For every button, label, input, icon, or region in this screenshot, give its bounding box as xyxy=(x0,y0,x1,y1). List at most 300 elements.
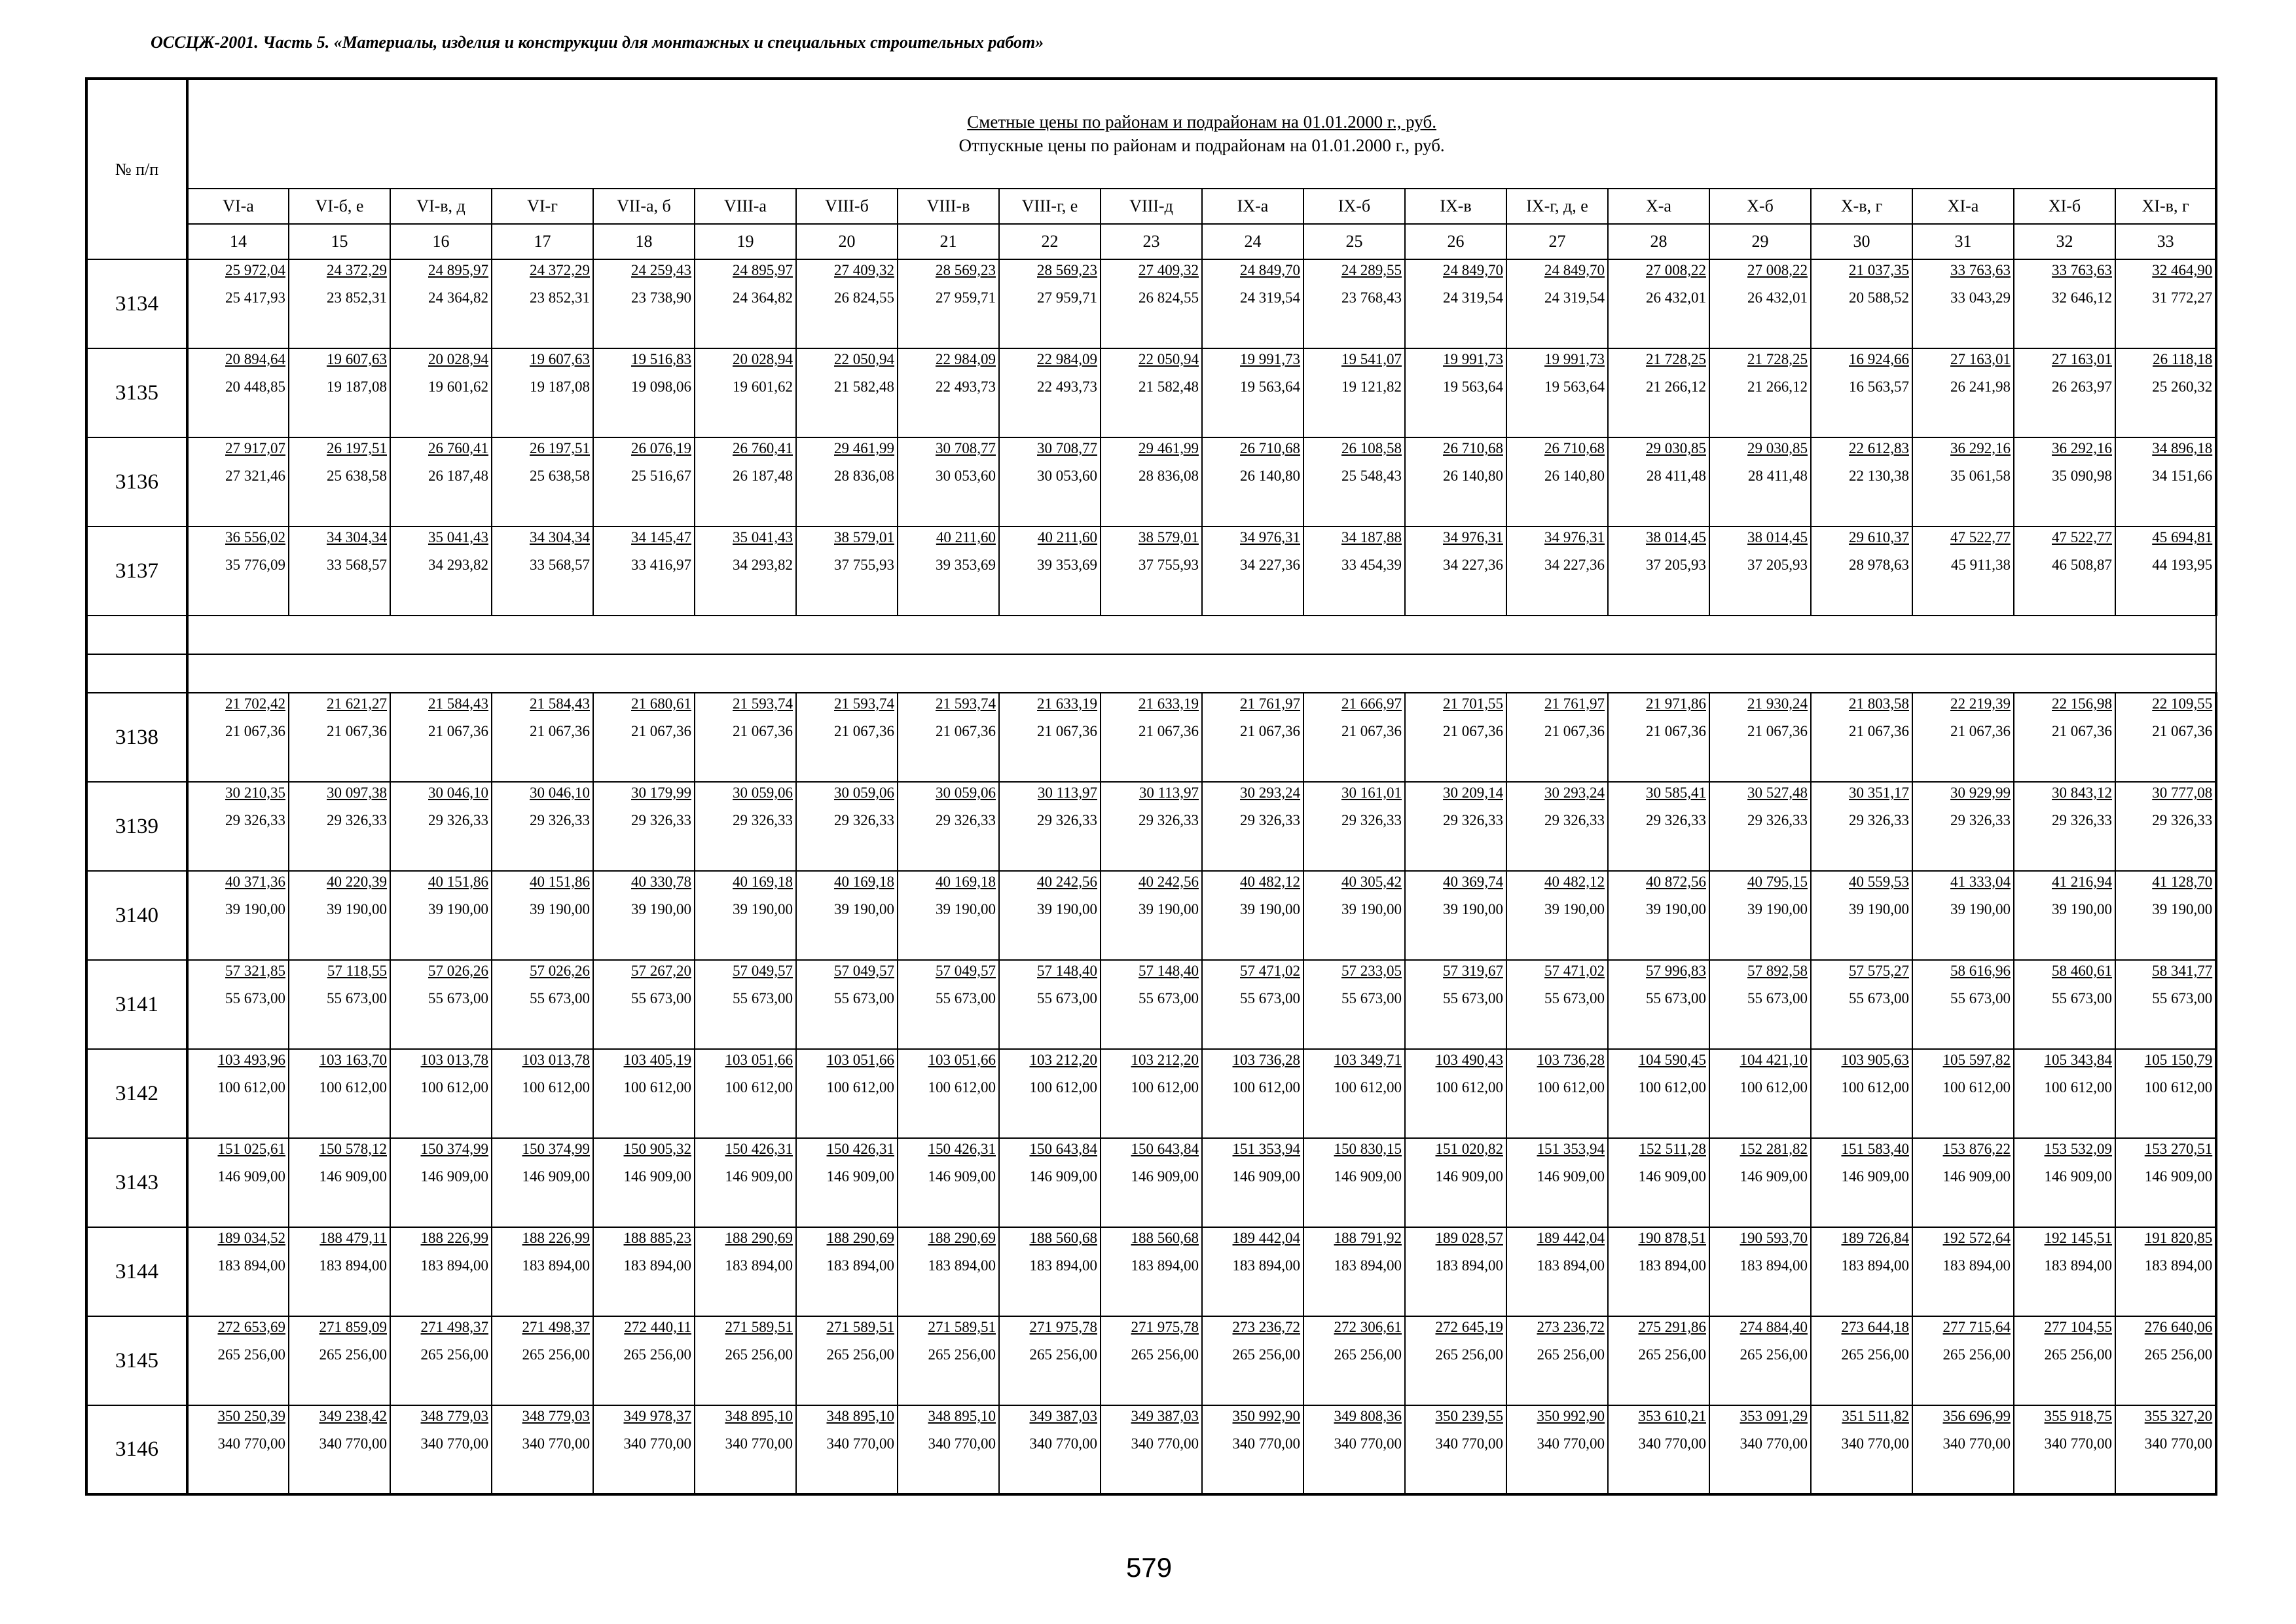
estimated-price: 21 728,25 xyxy=(1747,351,1808,367)
price-cell xyxy=(2115,259,2216,348)
estimated-price: 21 633,19 xyxy=(1037,695,1097,712)
release-price: 183 894,00 xyxy=(319,1257,387,1274)
price-cell xyxy=(2014,1227,2115,1316)
estimated-price: 57 049,57 xyxy=(733,963,793,979)
price-cell xyxy=(1303,259,1405,348)
release-price: 25 638,58 xyxy=(530,468,590,484)
estimated-price: 32 464,90 xyxy=(2152,262,2213,278)
document-header: ОССЦЖ-2001. Часть 5. «Материалы, изделия и конструкции для монтажных и специальных строительных работ» xyxy=(151,33,1044,52)
estimated-price: 26 076,19 xyxy=(631,440,691,456)
price-cell xyxy=(1811,1316,1912,1405)
estimated-price: 40 872,56 xyxy=(1646,874,1706,890)
price-cell xyxy=(1506,1316,1608,1405)
empty-cell xyxy=(86,654,187,693)
release-price: 55 673,00 xyxy=(834,990,894,1006)
price-cell xyxy=(492,1049,593,1138)
release-price: 39 190,00 xyxy=(834,901,894,917)
release-price: 146 909,00 xyxy=(1740,1168,1808,1185)
release-price: 23 738,90 xyxy=(631,289,691,306)
release-price: 340 770,00 xyxy=(623,1435,691,1452)
price-cell xyxy=(1101,693,1202,782)
row-number: 3144 xyxy=(86,1227,187,1316)
estimated-price: 58 341,77 xyxy=(2152,963,2213,979)
estimated-price: 40 169,18 xyxy=(936,874,996,890)
estimated-price: 30 293,24 xyxy=(1544,784,1605,801)
release-price: 34 151,66 xyxy=(2152,468,2213,484)
estimated-price: 21 680,61 xyxy=(631,695,691,712)
estimated-price: 57 892,58 xyxy=(1747,963,1808,979)
price-cell xyxy=(1405,1049,1506,1138)
estimated-price: 21 584,43 xyxy=(428,695,488,712)
estimated-price: 272 440,11 xyxy=(624,1319,691,1335)
estimated-price: 350 992,90 xyxy=(1232,1408,1300,1424)
release-price: 55 673,00 xyxy=(1443,990,1503,1006)
release-price: 100 612,00 xyxy=(2044,1079,2112,1096)
column-number: 14 xyxy=(187,224,289,259)
release-price: 183 894,00 xyxy=(1841,1257,1909,1274)
release-price: 340 770,00 xyxy=(1334,1435,1402,1452)
column-header: VIII-а xyxy=(695,189,796,224)
estimated-price: 153 270,51 xyxy=(2144,1141,2213,1157)
estimated-price: 349 387,03 xyxy=(1029,1408,1097,1424)
estimated-price: 21 930,24 xyxy=(1747,695,1808,712)
estimated-price: 152 281,82 xyxy=(1740,1141,1808,1157)
price-cell xyxy=(999,960,1101,1049)
column-header: IX-г, д, е xyxy=(1506,189,1608,224)
release-price: 21 266,12 xyxy=(1646,378,1706,395)
release-price: 29 326,33 xyxy=(1646,812,1706,828)
price-cell xyxy=(390,782,492,871)
estimated-price: 20 028,94 xyxy=(428,351,488,367)
estimated-price: 19 541,07 xyxy=(1341,351,1402,367)
price-cell xyxy=(2115,437,2216,526)
price-cell xyxy=(390,693,492,782)
release-price: 29 326,33 xyxy=(1443,812,1503,828)
release-price: 44 193,95 xyxy=(2152,557,2213,573)
release-price: 183 894,00 xyxy=(1131,1257,1199,1274)
release-price: 340 770,00 xyxy=(1232,1435,1300,1452)
estimated-price: 36 292,16 xyxy=(1950,440,2011,456)
estimated-price: 30 777,08 xyxy=(2152,784,2213,801)
estimated-price: 21 633,19 xyxy=(1139,695,1199,712)
price-cell xyxy=(593,782,695,871)
release-price: 29 326,33 xyxy=(327,812,387,828)
release-price: 19 187,08 xyxy=(530,378,590,395)
estimated-price: 57 233,05 xyxy=(1341,963,1402,979)
estimated-price: 28 569,23 xyxy=(1037,262,1097,278)
estimated-price: 19 516,83 xyxy=(631,351,691,367)
release-price: 39 190,00 xyxy=(327,901,387,917)
release-price: 183 894,00 xyxy=(1537,1257,1605,1274)
price-cell xyxy=(1811,871,1912,960)
price-cell xyxy=(593,348,695,437)
estimated-price: 150 578,12 xyxy=(319,1141,387,1157)
estimated-price: 16 924,66 xyxy=(1849,351,1909,367)
price-cell xyxy=(289,693,390,782)
estimated-price: 277 104,55 xyxy=(2044,1319,2112,1335)
release-price: 39 190,00 xyxy=(631,901,691,917)
estimated-price: 27 917,07 xyxy=(225,440,285,456)
release-price: 26 432,01 xyxy=(1747,289,1808,306)
release-price: 100 612,00 xyxy=(826,1079,894,1096)
price-cell xyxy=(187,1316,289,1405)
estimated-price: 30 585,41 xyxy=(1646,784,1706,801)
estimated-price: 272 653,69 xyxy=(217,1319,285,1335)
price-cell xyxy=(187,871,289,960)
price-cell xyxy=(898,348,999,437)
estimated-price: 34 896,18 xyxy=(2152,440,2213,456)
column-number: 28 xyxy=(1608,224,1709,259)
price-cell xyxy=(796,1316,898,1405)
estimated-price: 271 589,51 xyxy=(725,1319,793,1335)
estimated-price: 57 471,02 xyxy=(1544,963,1605,979)
price-cell xyxy=(1506,782,1608,871)
price-cell xyxy=(2014,1138,2115,1227)
release-price: 26 824,55 xyxy=(834,289,894,306)
release-price: 55 673,00 xyxy=(2152,990,2213,1006)
estimated-price: 21 728,25 xyxy=(1646,351,1706,367)
release-price: 55 673,00 xyxy=(1849,990,1909,1006)
estimated-price: 21 702,42 xyxy=(225,695,285,712)
estimated-price: 30 046,10 xyxy=(428,784,488,801)
column-header: IX-в xyxy=(1405,189,1506,224)
estimated-price: 21 761,97 xyxy=(1544,695,1605,712)
price-cell xyxy=(1405,259,1506,348)
release-price: 29 326,33 xyxy=(1849,812,1909,828)
estimated-price: 150 830,15 xyxy=(1334,1141,1402,1157)
price-cell xyxy=(1608,1405,1709,1494)
estimated-price: 33 763,63 xyxy=(1950,262,2011,278)
column-number: 25 xyxy=(1303,224,1405,259)
price-cell xyxy=(1912,1405,2014,1494)
estimated-price: 24 849,70 xyxy=(1240,262,1300,278)
release-price: 29 326,33 xyxy=(2152,812,2213,828)
price-cell xyxy=(2014,437,2115,526)
estimated-price: 33 763,63 xyxy=(2052,262,2112,278)
estimated-price: 21 701,55 xyxy=(1443,695,1503,712)
price-cell xyxy=(796,693,898,782)
release-price: 146 909,00 xyxy=(1942,1168,2011,1185)
release-price: 39 190,00 xyxy=(1443,901,1503,917)
release-price: 146 909,00 xyxy=(420,1168,488,1185)
estimated-price: 24 849,70 xyxy=(1544,262,1605,278)
price-cell xyxy=(1912,960,2014,1049)
release-price: 340 770,00 xyxy=(217,1435,285,1452)
estimated-price: 151 583,40 xyxy=(1841,1141,1909,1157)
column-number: 18 xyxy=(593,224,695,259)
estimated-price: 105 150,79 xyxy=(2144,1052,2213,1068)
estimated-price: 25 972,04 xyxy=(225,262,285,278)
estimated-price: 150 905,32 xyxy=(623,1141,691,1157)
estimated-price: 30 708,77 xyxy=(1037,440,1097,456)
price-cell xyxy=(796,871,898,960)
estimated-price: 36 556,02 xyxy=(225,529,285,545)
estimated-price: 22 050,94 xyxy=(1139,351,1199,367)
release-price: 21 067,36 xyxy=(2152,723,2213,739)
estimated-price: 350 250,39 xyxy=(217,1408,285,1424)
price-cell xyxy=(289,1049,390,1138)
release-price: 146 909,00 xyxy=(928,1168,996,1185)
estimated-price: 24 289,55 xyxy=(1341,262,1402,278)
release-price: 183 894,00 xyxy=(725,1257,793,1274)
estimated-price: 57 049,57 xyxy=(936,963,996,979)
estimated-price: 273 644,18 xyxy=(1841,1319,1909,1335)
column-number: 16 xyxy=(390,224,492,259)
price-cell xyxy=(898,1405,999,1494)
price-cell xyxy=(2115,348,2216,437)
estimated-price: 104 421,10 xyxy=(1740,1052,1808,1068)
price-cell xyxy=(1202,1316,1303,1405)
release-price: 26 187,48 xyxy=(428,468,488,484)
column-number: 17 xyxy=(492,224,593,259)
estimated-price: 353 610,21 xyxy=(1638,1408,1706,1424)
price-cell xyxy=(1202,693,1303,782)
price-cell xyxy=(1811,259,1912,348)
price-cell xyxy=(289,960,390,1049)
price-cell xyxy=(187,1405,289,1494)
column-header: IX-а xyxy=(1202,189,1303,224)
release-price: 183 894,00 xyxy=(217,1257,285,1274)
price-cell xyxy=(898,1138,999,1227)
estimated-price: 150 426,31 xyxy=(928,1141,996,1157)
price-cell xyxy=(1608,348,1709,437)
price-cell xyxy=(1709,1405,1811,1494)
release-price: 146 909,00 xyxy=(1537,1168,1605,1185)
estimated-price: 19 991,73 xyxy=(1443,351,1503,367)
price-cell xyxy=(1912,437,2014,526)
column-number: 30 xyxy=(1811,224,1912,259)
row-number: 3142 xyxy=(86,1049,187,1138)
price-cell xyxy=(999,1138,1101,1227)
estimated-price: 103 163,70 xyxy=(319,1052,387,1068)
price-cell xyxy=(1101,1049,1202,1138)
release-price: 146 909,00 xyxy=(1232,1168,1300,1185)
estimated-price: 353 091,29 xyxy=(1740,1408,1808,1424)
estimated-price: 26 197,51 xyxy=(530,440,590,456)
release-price: 29 326,33 xyxy=(2052,812,2112,828)
price-cell xyxy=(390,348,492,437)
row-number: 3141 xyxy=(86,960,187,1049)
price-cell xyxy=(2115,693,2216,782)
estimated-price: 103 736,28 xyxy=(1232,1052,1300,1068)
estimated-price: 30 113,97 xyxy=(1037,784,1097,801)
estimated-price: 271 859,09 xyxy=(319,1319,387,1335)
price-cell xyxy=(593,1138,695,1227)
release-price: 183 894,00 xyxy=(522,1257,590,1274)
release-price: 24 319,54 xyxy=(1544,289,1605,306)
price-cell xyxy=(593,693,695,782)
column-numbers-row xyxy=(86,224,2216,259)
release-price: 55 673,00 xyxy=(1646,990,1706,1006)
price-cell xyxy=(2014,960,2115,1049)
price-cell xyxy=(1303,1405,1405,1494)
price-cell xyxy=(1608,437,1709,526)
price-cell xyxy=(390,1138,492,1227)
price-cell xyxy=(390,871,492,960)
release-price: 29 326,33 xyxy=(733,812,793,828)
estimated-price: 26 710,68 xyxy=(1240,440,1300,456)
price-cell xyxy=(1101,871,1202,960)
price-cell xyxy=(2014,871,2115,960)
release-price: 55 673,00 xyxy=(1341,990,1402,1006)
release-price: 45 911,38 xyxy=(1950,557,2011,573)
price-cell xyxy=(2115,1316,2216,1405)
release-price: 265 256,00 xyxy=(1232,1346,1300,1363)
release-price: 265 256,00 xyxy=(1537,1346,1605,1363)
price-cell xyxy=(1303,871,1405,960)
estimated-price: 189 726,84 xyxy=(1841,1230,1909,1246)
price-cell xyxy=(593,526,695,616)
price-cell xyxy=(390,1405,492,1494)
estimated-price: 105 343,84 xyxy=(2044,1052,2112,1068)
release-price: 183 894,00 xyxy=(1232,1257,1300,1274)
price-cell xyxy=(1506,960,1608,1049)
price-cell xyxy=(2014,526,2115,616)
estimated-price: 24 372,29 xyxy=(530,262,590,278)
estimated-price: 40 220,39 xyxy=(327,874,387,890)
price-cell xyxy=(593,1227,695,1316)
price-cell xyxy=(695,1138,796,1227)
price-cell xyxy=(695,259,796,348)
price-cell xyxy=(796,437,898,526)
estimated-price: 57 575,27 xyxy=(1849,963,1909,979)
estimated-price: 40 330,78 xyxy=(631,874,691,890)
estimated-price: 19 607,63 xyxy=(327,351,387,367)
price-cell xyxy=(999,1405,1101,1494)
estimated-price: 26 197,51 xyxy=(327,440,387,456)
price-cell xyxy=(1405,782,1506,871)
price-cell xyxy=(1608,259,1709,348)
price-cell xyxy=(1202,1049,1303,1138)
price-cell xyxy=(1303,1227,1405,1316)
price-cell xyxy=(695,526,796,616)
price-cell xyxy=(187,348,289,437)
release-price: 146 909,00 xyxy=(826,1168,894,1185)
release-price: 100 612,00 xyxy=(319,1079,387,1096)
price-cell xyxy=(289,437,390,526)
release-price: 55 673,00 xyxy=(1950,990,2011,1006)
release-price: 23 768,43 xyxy=(1341,289,1402,306)
release-price: 20 448,85 xyxy=(225,378,285,395)
price-cell xyxy=(1303,1316,1405,1405)
table-row xyxy=(86,960,2216,1049)
empty-cell xyxy=(187,616,2216,654)
estimated-price: 57 319,67 xyxy=(1443,963,1503,979)
estimated-price: 57 049,57 xyxy=(834,963,894,979)
empty-cell xyxy=(187,654,2216,693)
estimated-price: 27 409,32 xyxy=(1139,262,1199,278)
estimated-price: 57 267,20 xyxy=(631,963,691,979)
release-price: 39 190,00 xyxy=(733,901,793,917)
title-release-prices: Отпускные цены по районам и подрайонам на 01.01.2000 г., руб. xyxy=(958,136,1445,155)
release-price: 21 067,36 xyxy=(2052,723,2112,739)
estimated-price: 103 490,43 xyxy=(1435,1052,1503,1068)
release-price: 146 909,00 xyxy=(217,1168,285,1185)
price-cell xyxy=(187,1049,289,1138)
release-price: 183 894,00 xyxy=(826,1257,894,1274)
estimated-price: 45 694,81 xyxy=(2152,529,2213,545)
column-header: VI-в, д xyxy=(390,189,492,224)
estimated-price: 150 426,31 xyxy=(826,1141,894,1157)
release-price: 55 673,00 xyxy=(1037,990,1097,1006)
price-cell xyxy=(492,1138,593,1227)
estimated-price: 34 304,34 xyxy=(327,529,387,545)
price-cell xyxy=(898,871,999,960)
estimated-price: 57 321,85 xyxy=(225,963,285,979)
estimated-price: 348 895,10 xyxy=(928,1408,996,1424)
release-price: 25 417,93 xyxy=(225,289,285,306)
price-cell xyxy=(898,526,999,616)
price-cell xyxy=(1709,1138,1811,1227)
estimated-price: 188 290,69 xyxy=(928,1230,996,1246)
price-cell xyxy=(695,1316,796,1405)
estimated-price: 351 511,82 xyxy=(1842,1408,1909,1424)
price-cell xyxy=(1405,693,1506,782)
estimated-price: 27 163,01 xyxy=(2052,351,2112,367)
estimated-price: 349 808,36 xyxy=(1334,1408,1402,1424)
price-cell xyxy=(796,960,898,1049)
price-cell xyxy=(695,960,796,1049)
release-price: 100 612,00 xyxy=(1029,1079,1097,1096)
price-cell xyxy=(1506,871,1608,960)
release-price: 146 909,00 xyxy=(1334,1168,1402,1185)
price-cell xyxy=(2115,526,2216,616)
column-number: 29 xyxy=(1709,224,1811,259)
row-number: 3134 xyxy=(86,259,187,348)
release-price: 340 770,00 xyxy=(420,1435,488,1452)
price-cell xyxy=(2115,1049,2216,1138)
release-price: 23 852,31 xyxy=(327,289,387,306)
release-price: 29 326,33 xyxy=(1747,812,1808,828)
price-cell xyxy=(1608,1316,1709,1405)
estimated-price: 26 760,41 xyxy=(733,440,793,456)
price-cell xyxy=(1405,437,1506,526)
price-cell xyxy=(2014,782,2115,871)
estimated-price: 30 527,48 xyxy=(1747,784,1808,801)
estimated-price: 151 020,82 xyxy=(1435,1141,1503,1157)
release-price: 55 673,00 xyxy=(1139,990,1199,1006)
column-header: X-б xyxy=(1709,189,1811,224)
estimated-price: 57 026,26 xyxy=(530,963,590,979)
estimated-price: 40 211,60 xyxy=(1037,529,1097,545)
release-price: 26 824,55 xyxy=(1139,289,1199,306)
release-price: 55 673,00 xyxy=(530,990,590,1006)
price-cell xyxy=(187,1227,289,1316)
price-cell xyxy=(1506,259,1608,348)
release-price: 26 140,80 xyxy=(1443,468,1503,484)
estimated-price: 26 710,68 xyxy=(1544,440,1605,456)
estimated-price: 30 293,24 xyxy=(1240,784,1300,801)
price-cell xyxy=(1101,348,1202,437)
price-cell xyxy=(796,1405,898,1494)
release-price: 55 673,00 xyxy=(225,990,285,1006)
estimated-price: 57 471,02 xyxy=(1240,963,1300,979)
release-price: 55 673,00 xyxy=(733,990,793,1006)
estimated-price: 34 145,47 xyxy=(631,529,691,545)
price-cell xyxy=(1202,1227,1303,1316)
price-cell xyxy=(1811,782,1912,871)
price-cell xyxy=(187,1138,289,1227)
price-cell xyxy=(492,1405,593,1494)
estimated-price: 271 498,37 xyxy=(420,1319,488,1335)
estimated-price: 19 991,73 xyxy=(1544,351,1605,367)
release-price: 183 894,00 xyxy=(2144,1257,2213,1274)
price-cell xyxy=(492,259,593,348)
estimated-price: 35 041,43 xyxy=(428,529,488,545)
release-price: 29 326,33 xyxy=(225,812,285,828)
price-cell xyxy=(2115,782,2216,871)
release-price: 183 894,00 xyxy=(1334,1257,1402,1274)
